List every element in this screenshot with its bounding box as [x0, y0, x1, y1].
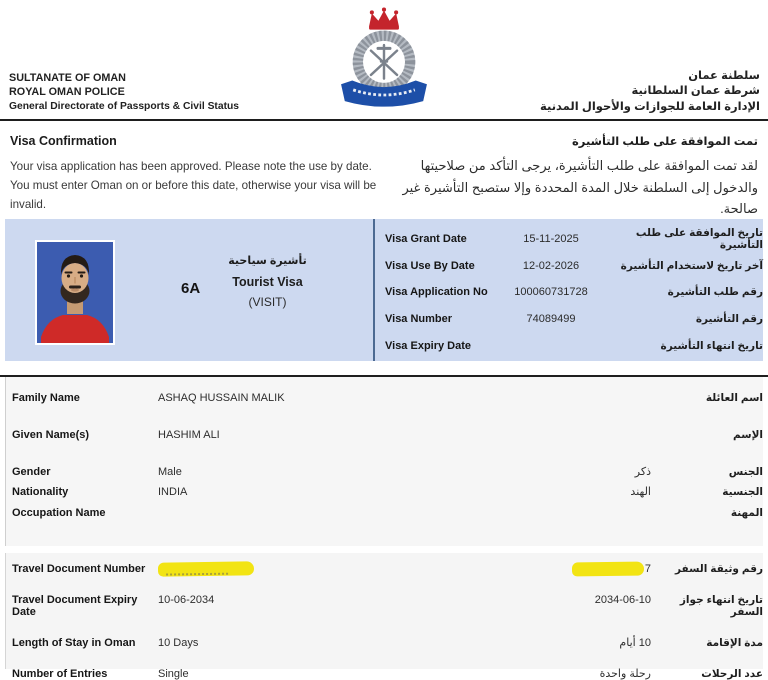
travel-document-section [5, 553, 763, 680]
field-label: Visa Grant Date [385, 233, 467, 246]
field-label-ar: تاريخ انتهاء جواز السفر [679, 594, 763, 618]
field-label: Number of Entries [12, 668, 108, 680]
document-header [0, 0, 768, 121]
confirmation-body-ar: لقد تمت الموافقة على طلب التأشيرة، يرجى التأكد من صلاحيتها والدخول إلى السلطنة خلال المدة المحددة وإلا ستصبح التأشيرة غير صالحة. [402, 158, 758, 216]
confirmation-section [0, 121, 768, 216]
field-label: Nationality [12, 486, 69, 498]
visible-digit: 7 [644, 562, 651, 575]
field-value-ar: الهند [630, 486, 651, 498]
row-gender [6, 465, 763, 478]
visa-type-block [190, 254, 345, 309]
visa-row-grant-date [375, 226, 763, 253]
field-label-ar: الجنسية [722, 486, 763, 498]
row-travel-document-number [6, 562, 763, 576]
row-length-of-stay [6, 636, 763, 649]
visa-row-use-by-date [375, 253, 763, 280]
field-value: Male [158, 466, 182, 478]
confirmation-body-en: Your visa application has been approved. Please note the use by date. You must enter Oman on or before this date, otherwise your visa will be invalid. [10, 160, 377, 211]
field-value: 74089499 [526, 313, 576, 326]
visa-type-ar: تأشيرة سياحية [228, 255, 307, 267]
org-line-directorate: General Directorate of Passports & Civil Status [9, 100, 240, 112]
field-label-ar: الجنس [728, 466, 763, 478]
confirmation-title-ar: تمت الموافقة على طلب التأشيرة [572, 136, 758, 148]
confirmation-ar [384, 134, 758, 220]
org-line-police: ROYAL OMAN POLICE [9, 86, 125, 98]
field-value-ar: 10 أيام [619, 637, 651, 649]
field-value-ar-redacted [539, 562, 651, 576]
visa-row-expiry-date [375, 332, 763, 359]
field-label: Occupation Name [12, 507, 106, 519]
visa-details-box [5, 219, 763, 361]
field-value: 10-06-2034 [158, 594, 215, 606]
field-label-ar: رقم التأشيرة [695, 313, 763, 326]
row-nationality [6, 485, 763, 498]
yellow-redaction-highlight [158, 561, 254, 576]
visa-code: 6A [181, 280, 201, 297]
field-label: Visa Application No [385, 286, 488, 299]
org-line-directorate-ar: الإدارة العامة للجوازات والأحوال المدنية [540, 100, 760, 113]
visa-box-left [5, 219, 373, 361]
field-value: INDIA [158, 486, 188, 498]
field-label-ar: اسم العائلة [705, 392, 763, 404]
field-label-ar: تاريخ انتهاء التأشيرة [660, 339, 763, 352]
field-value: Single [158, 668, 189, 680]
row-occupation [6, 507, 763, 519]
field-label: Gender [12, 466, 51, 478]
field-label-ar: تاريخ الموافقة على طلب التأشيرة [635, 227, 763, 252]
field-label: Length of Stay in Oman [12, 637, 136, 649]
field-label-ar: آخر تاريخ لاستخدام التأشيرة [620, 259, 763, 272]
yellow-redaction-highlight [572, 561, 644, 576]
visa-box-fields [373, 219, 763, 361]
field-label: Travel Document Number [12, 562, 146, 575]
org-line-police-ar: شرطة عمان السلطانية [631, 85, 760, 97]
field-value: 15-11-2025 [523, 233, 579, 246]
field-value: 10 Days [158, 637, 199, 649]
field-label-ar: رقم وثيقة السفر [675, 562, 763, 575]
org-line-country: SULTANATE OF OMAN [9, 71, 126, 84]
header-org-en [9, 71, 239, 115]
personal-details-section [5, 377, 763, 546]
confirmation-title-en: Visa Confirmation [10, 134, 117, 148]
field-label: Given Name(s) [12, 429, 90, 441]
row-travel-document-expiry [6, 594, 763, 618]
row-given-names [6, 429, 763, 441]
field-label-ar: مدة الإقامة [706, 637, 763, 649]
field-label: Travel Document Expiry Date [12, 594, 138, 618]
applicant-photo [35, 240, 115, 345]
visa-row-visa-number [375, 306, 763, 333]
field-label-ar: المهنة [730, 507, 763, 519]
row-number-of-entries [6, 667, 763, 680]
field-label: Visa Use By Date [385, 259, 475, 272]
field-label-ar: الإسم [733, 429, 763, 441]
visa-type-note: (VISIT) [248, 295, 287, 309]
field-value-ar: ذكر [634, 466, 651, 478]
field-value: 12-02-2026 [522, 259, 580, 272]
field-label-ar: عدد الرحلات [701, 668, 763, 680]
visa-type-en: Tourist Visa [232, 275, 303, 289]
field-value-ar: 2034-06-10 [594, 594, 651, 606]
confirmation-en [10, 134, 384, 220]
royal-oman-police-emblem-icon [328, 3, 440, 117]
header-org-ar [540, 69, 760, 116]
field-label: Visa Number [385, 313, 453, 326]
field-label: Visa Expiry Date [385, 339, 472, 352]
visa-row-application-no [375, 279, 763, 306]
field-value-redacted [158, 562, 539, 576]
field-value: ASHAQ HUSSAIN MALIK [158, 392, 285, 404]
field-value: 100060731728 [514, 286, 588, 299]
field-label: Family Name [12, 392, 80, 404]
field-value: HASHIM ALI [158, 429, 220, 441]
row-family-name [6, 392, 763, 404]
org-line-country-ar: سلطنة عمان [688, 69, 760, 82]
field-value-ar: رحلة واحدة [599, 668, 651, 680]
field-label-ar: رقم طلب التأشيرة [667, 286, 763, 299]
